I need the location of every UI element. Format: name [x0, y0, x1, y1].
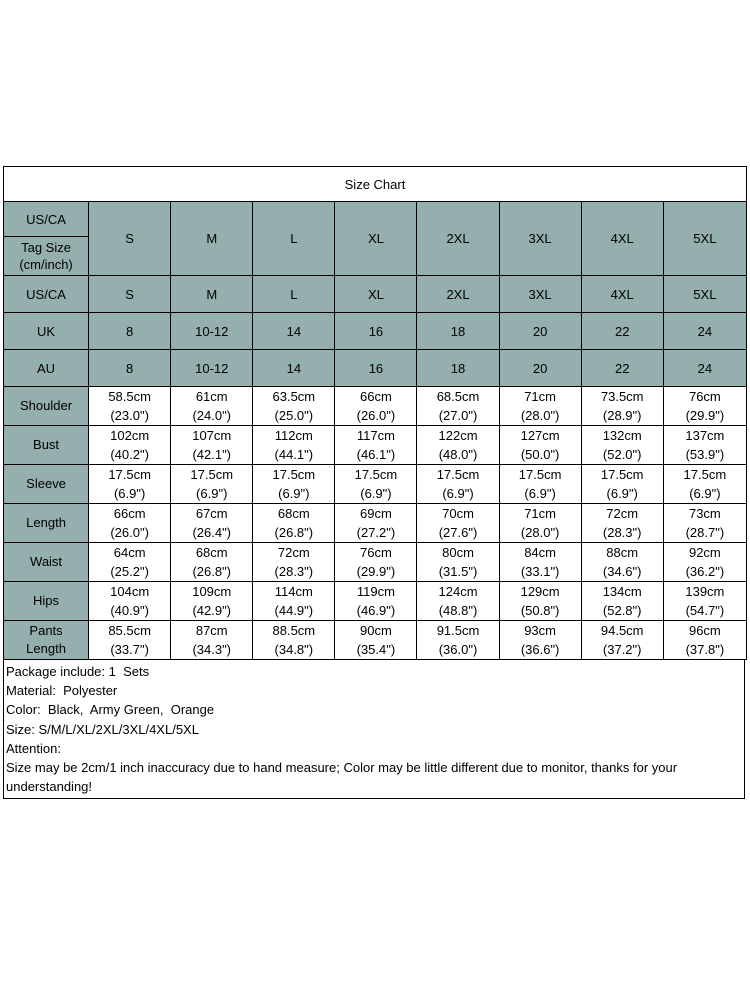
measure-inch: (29.9") [685, 408, 725, 423]
measure-inch: (36.2") [685, 564, 725, 579]
measure-inch: (26.0") [356, 408, 396, 423]
measure-cm: 67cm [195, 506, 228, 521]
measure-cell [417, 543, 499, 582]
size-cell: 10-12 [171, 350, 253, 387]
measure-cell [581, 504, 663, 543]
size-chart [3, 166, 747, 799]
measure-row-sleeve [4, 465, 747, 504]
measure-cm: 93cm [524, 623, 556, 638]
header-size-2xl: 2XL [417, 202, 499, 276]
measure-cm: 17.5cm [108, 467, 151, 482]
measure-cell [335, 465, 417, 504]
measure-inch: (33.1") [520, 564, 560, 579]
measure-inch: (44.1") [274, 447, 314, 462]
measure-cm: 122cm [438, 428, 478, 443]
size-cell: XL [335, 276, 417, 313]
size-cell: 3XL [499, 276, 581, 313]
measure-cm: 76cm [688, 389, 721, 404]
measure-cm: 17.5cm [518, 467, 562, 482]
measure-cm: 102cm [110, 428, 150, 443]
measure-inch: (40.9") [110, 603, 149, 618]
measure-inch: (28.3") [602, 525, 642, 540]
measure-cell [171, 387, 253, 426]
size-row-us-ca [4, 276, 747, 313]
measure-cm: 132cm [602, 428, 642, 443]
measure-label: Bust [4, 426, 89, 465]
measure-inch: (37.2") [602, 642, 642, 657]
measure-cell [335, 387, 417, 426]
measure-row-waist [4, 543, 747, 582]
measure-cm: 134cm [602, 584, 642, 599]
measure-cell [663, 426, 746, 465]
measure-inch: (34.6") [602, 564, 642, 579]
header-us-ca: US/CA [4, 202, 88, 237]
measure-cm: 61cm [195, 389, 228, 404]
measure-cm: 84cm [524, 545, 556, 560]
measure-cm: 87cm [195, 623, 228, 638]
measure-cell [171, 426, 253, 465]
measure-cm: 139cm [685, 584, 725, 599]
size-cell: 20 [499, 313, 581, 350]
measure-cm: 70cm [442, 506, 474, 521]
measure-row-shoulder [4, 387, 747, 426]
note-line: Attention: [6, 740, 61, 756]
measure-cm: 92cm [688, 545, 721, 560]
product-notes [3, 660, 745, 799]
measure-inch: (28.3") [274, 564, 314, 579]
measure-cell [171, 621, 253, 660]
measure-inch: (48.0") [438, 447, 478, 462]
note-line: Size: S/M/L/XL/2XL/3XL/4XL/5XL [6, 721, 199, 737]
measure-cm: 73.5cm [600, 389, 644, 404]
measure-cell [499, 582, 581, 621]
size-cell: 24 [663, 350, 746, 387]
measure-cm: 129cm [520, 584, 560, 599]
measure-inch: (42.9") [192, 603, 232, 618]
measure-inch: (36.0") [438, 642, 478, 657]
size-cell: 18 [417, 313, 499, 350]
size-cell: 10-12 [171, 313, 253, 350]
measure-label: Shoulder [4, 387, 89, 426]
measure-cell [171, 504, 253, 543]
measure-inch: (6.9") [606, 486, 638, 501]
measure-inch: (29.9") [356, 564, 396, 579]
measure-cell [171, 582, 253, 621]
measure-cm: 80cm [442, 545, 474, 560]
measure-cell [417, 426, 499, 465]
measure-inch: (40.2") [110, 447, 149, 462]
row-label: US/CA [4, 276, 89, 313]
measure-cell [253, 504, 335, 543]
note-line: Size may be 2cm/1 inch inaccuracy due to hand measure; Color may be little different due to monitor, thanks for your understanding! [6, 760, 681, 795]
measure-cm: 58.5cm [108, 389, 151, 404]
size-cell: 14 [253, 350, 335, 387]
measure-row-length [4, 504, 747, 543]
row-label: AU [4, 350, 89, 387]
header-size-xl: XL [335, 202, 417, 276]
size-cell: 24 [663, 313, 746, 350]
measure-inch: (34.3") [192, 642, 232, 657]
measure-inch: (27.6") [438, 525, 478, 540]
size-cell: 8 [89, 313, 171, 350]
measure-cell [663, 621, 746, 660]
measure-inch: (26.4") [192, 525, 232, 540]
measure-inch: (28.7") [685, 525, 725, 540]
measure-cm: 71cm [524, 389, 556, 404]
measure-inch: (37.8") [685, 642, 725, 657]
measure-inch: (33.7") [110, 642, 149, 657]
measure-cell [253, 387, 335, 426]
measure-cm: 109cm [192, 584, 232, 599]
measure-cell [663, 504, 746, 543]
measure-inch: (6.9") [442, 486, 474, 501]
measure-cell [171, 465, 253, 504]
size-cell: 20 [499, 350, 581, 387]
measure-cm: 72cm [277, 545, 310, 560]
measure-cm: 17.5cm [190, 467, 234, 482]
size-cell: L [253, 276, 335, 313]
measure-cm: 64cm [113, 545, 146, 560]
measure-inch: (44.9") [274, 603, 314, 618]
measure-inch: (6.9") [689, 486, 721, 501]
measure-cell [499, 465, 581, 504]
measure-cell [171, 543, 253, 582]
measure-inch: (48.8") [438, 603, 478, 618]
measure-cell [581, 582, 663, 621]
header-size-m: M [171, 202, 253, 276]
measure-inch: (23.0") [110, 408, 149, 423]
measure-row-pants-length [4, 621, 747, 660]
note-line: Material: Polyester [6, 683, 118, 699]
measure-inch: (28.0") [520, 408, 560, 423]
measure-cm: 72cm [606, 506, 639, 521]
measure-cell [89, 387, 171, 426]
measure-cm: 66cm [113, 506, 146, 521]
measure-inch: (46.9") [356, 603, 396, 618]
measure-cell [253, 465, 335, 504]
measure-inch: (27.0") [438, 408, 478, 423]
measure-inch: (26.8") [274, 525, 314, 540]
measure-inch: (26.8") [192, 564, 232, 579]
measure-cm: 119cm [356, 584, 395, 599]
measure-inch: (6.9") [524, 486, 556, 501]
measure-cm: 124cm [438, 584, 478, 599]
size-cell: 5XL [663, 276, 746, 313]
measure-cm: 114cm [274, 584, 313, 599]
size-cell: 22 [581, 313, 663, 350]
size-chart-table [3, 166, 747, 660]
measure-label: Pants Length [4, 621, 89, 660]
measure-cm: 94.5cm [600, 623, 644, 638]
size-cell: 18 [417, 350, 499, 387]
measure-cell [663, 582, 746, 621]
measure-cm: 107cm [192, 428, 232, 443]
measure-label: Hips [4, 582, 89, 621]
measure-cell [581, 426, 663, 465]
measure-inch: (34.8") [274, 642, 314, 657]
measure-cell [499, 426, 581, 465]
measure-cm: 137cm [685, 428, 725, 443]
measure-cm: 88cm [606, 545, 639, 560]
measure-cell [253, 582, 335, 621]
measure-cell [581, 465, 663, 504]
measure-inch: (52.8") [602, 603, 642, 618]
measure-cell [581, 387, 663, 426]
measure-cell [417, 465, 499, 504]
measure-cell [253, 426, 335, 465]
measure-inch: (24.0") [192, 408, 232, 423]
measure-cell [335, 426, 417, 465]
measure-inch: (25.0") [274, 408, 314, 423]
measure-cell [335, 504, 417, 543]
measure-cell [663, 465, 746, 504]
row-label: UK [4, 313, 89, 350]
measure-inch: (36.6") [520, 642, 560, 657]
measure-cell [417, 621, 499, 660]
measure-cell [89, 426, 171, 465]
measure-cell [335, 582, 417, 621]
measure-inch: (50.0") [520, 447, 560, 462]
measure-cell [89, 465, 171, 504]
measure-cell [663, 387, 746, 426]
measure-cm: 63.5cm [272, 389, 316, 404]
size-cell: 2XL [417, 276, 499, 313]
measure-cm: 91.5cm [436, 623, 480, 638]
header-size-3xl: 3XL [499, 202, 581, 276]
size-row-au [4, 350, 747, 387]
measure-cell [499, 543, 581, 582]
size-cell: S [89, 276, 171, 313]
measure-cm: 68.5cm [436, 389, 480, 404]
measure-inch: (50.8") [520, 603, 560, 618]
measure-cell [581, 543, 663, 582]
measure-cell [417, 504, 499, 543]
measure-cm: 90cm [360, 623, 392, 638]
measure-inch: (31.5") [438, 564, 478, 579]
header-label-cell [4, 202, 89, 276]
measure-cell [499, 621, 581, 660]
header-size-5xl: 5XL [663, 202, 746, 276]
header-tag-size: Tag Size (cm/inch) [19, 240, 73, 272]
note-line: Color: Black, Army Green, Orange [6, 702, 215, 718]
measure-cm: 117cm [356, 428, 395, 443]
measure-row-hips [4, 582, 747, 621]
size-cell: 4XL [581, 276, 663, 313]
size-row-uk [4, 313, 747, 350]
measure-inch: (6.9") [360, 486, 392, 501]
measure-cm: 69cm [360, 506, 392, 521]
measure-cm: 127cm [520, 428, 560, 443]
measure-cm: 17.5cm [354, 467, 398, 482]
measure-cell [499, 504, 581, 543]
measure-inch: (46.1") [356, 447, 396, 462]
measure-cell [253, 621, 335, 660]
measure-inch: (6.9") [113, 486, 146, 501]
header-size-l: L [253, 202, 335, 276]
size-cell: 22 [581, 350, 663, 387]
measure-cm: 17.5cm [683, 467, 727, 482]
measure-inch: (27.2") [356, 525, 396, 540]
measure-cell [89, 504, 171, 543]
measure-inch: (52.0") [602, 447, 642, 462]
measure-cell [581, 621, 663, 660]
size-cell: 16 [335, 350, 417, 387]
measure-cm: 17.5cm [272, 467, 316, 482]
size-cell: 14 [253, 313, 335, 350]
measure-cm: 96cm [688, 623, 721, 638]
measure-inch: (35.4") [356, 642, 396, 657]
measure-label: Waist [4, 543, 89, 582]
header-size-4xl: 4XL [581, 202, 663, 276]
header-size-s: S [89, 202, 171, 276]
note-line: Package include: 1 Sets [6, 664, 150, 679]
measure-cell [89, 582, 171, 621]
measure-cm: 17.5cm [600, 467, 644, 482]
measure-cm: 17.5cm [436, 467, 480, 482]
measure-cell [499, 387, 581, 426]
measure-cell [89, 543, 171, 582]
chart-title: Size Chart [4, 167, 747, 202]
measure-cell [335, 543, 417, 582]
measure-cm: 112cm [274, 428, 313, 443]
measure-inch: (42.1") [192, 447, 232, 462]
measure-cell [417, 387, 499, 426]
measure-cell [89, 621, 171, 660]
measure-cell [417, 582, 499, 621]
measure-cm: 104cm [110, 584, 150, 599]
measure-cm: 76cm [360, 545, 392, 560]
measure-label: Length [4, 504, 89, 543]
measure-cm: 88.5cm [272, 623, 316, 638]
measure-cm: 68cm [277, 506, 310, 521]
measure-inch: (28.0") [520, 525, 560, 540]
measure-inch: (53.9") [685, 447, 725, 462]
measure-inch: (6.9") [278, 486, 310, 501]
measure-cm: 68cm [195, 545, 228, 560]
measure-cell [253, 543, 335, 582]
measure-inch: (28.9") [602, 408, 642, 423]
measure-inch: (26.0") [110, 525, 149, 540]
measure-row-bust [4, 426, 747, 465]
size-cell: 8 [89, 350, 171, 387]
measure-inch: (6.9") [196, 486, 228, 501]
measure-cm: 73cm [688, 506, 721, 521]
measure-label: Sleeve [4, 465, 89, 504]
measure-cm: 85.5cm [108, 623, 151, 638]
measure-cell [663, 543, 746, 582]
size-cell: M [171, 276, 253, 313]
measure-inch: (54.7") [685, 603, 725, 618]
measure-cm: 66cm [360, 389, 392, 404]
measure-cell [335, 621, 417, 660]
size-cell: 16 [335, 313, 417, 350]
measure-inch: (25.2") [110, 564, 149, 579]
measure-cm: 71cm [524, 506, 556, 521]
